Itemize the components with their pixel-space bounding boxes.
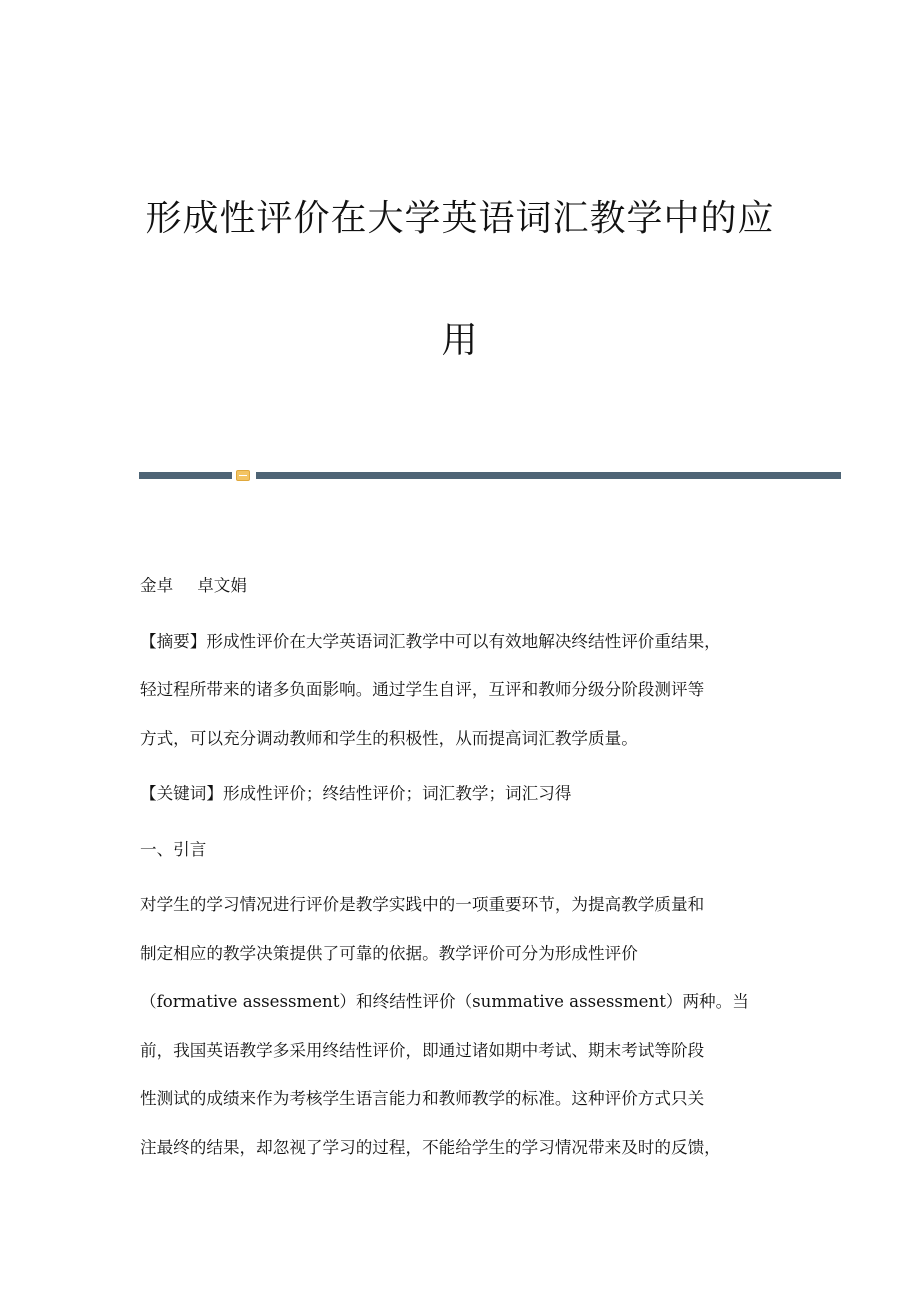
section-heading: 一、引言 [140, 839, 207, 859]
body-line: 制定相应的教学决策提供了可靠的依据。教学评价可分为形成性评价 [140, 943, 638, 963]
body-line: 前，我国英语教学多采用终结性评价，即通过诸如期中考试、期末考试等阶段 [140, 1040, 705, 1060]
title-divider [139, 470, 841, 480]
body-line: 注最终的结果，却忽视了学习的过程，不能给学生的学习情况带来及时的反馈， [140, 1137, 721, 1157]
author-name: 金卓 [140, 576, 174, 595]
abstract-line: 方式，可以充分调动教师和学生的积极性，从而提高词汇教学质量。 [140, 728, 638, 748]
abstract-line: 【摘要】形成性评价在大学英语词汇教学中可以有效地解决终结性评价重结果， [140, 631, 721, 651]
body-line: 性测试的成绩来作为考核学生语言能力和教师教学的标准。这种评价方式只关 [140, 1089, 705, 1108]
divider-bar-right [256, 472, 841, 479]
authors [140, 562, 790, 611]
abstract-line: 轻过程所带来的诸多负面影响。通过学生自评，互评和教师分级分阶段测评等 [140, 680, 705, 699]
keywords [140, 770, 790, 819]
body-paragraph [140, 881, 790, 1172]
document-title-line-1: 形成性评价在大学英语词汇教学中的应 [145, 198, 775, 239]
document-title-line-2: 用 [441, 320, 479, 361]
divider-bar-left [139, 472, 232, 479]
author-name: 卓文娟 [197, 576, 247, 595]
body-line: 对学生的学习情况进行评价是教学实践中的一项重要环节，为提高教学质量和 [140, 895, 705, 914]
abstract-label: 【摘要】 [140, 631, 207, 651]
document-body [140, 562, 790, 1179]
keywords-text: 形成性评价；终结性评价；词汇教学；词汇习得 [222, 784, 572, 803]
keywords-label: 【关键词】 [140, 784, 223, 803]
body-line: （formative assessment）和终结性评价（summative assessment）两种。当 [140, 992, 749, 1011]
abstract [140, 618, 790, 764]
divider-badge-icon [236, 470, 250, 481]
